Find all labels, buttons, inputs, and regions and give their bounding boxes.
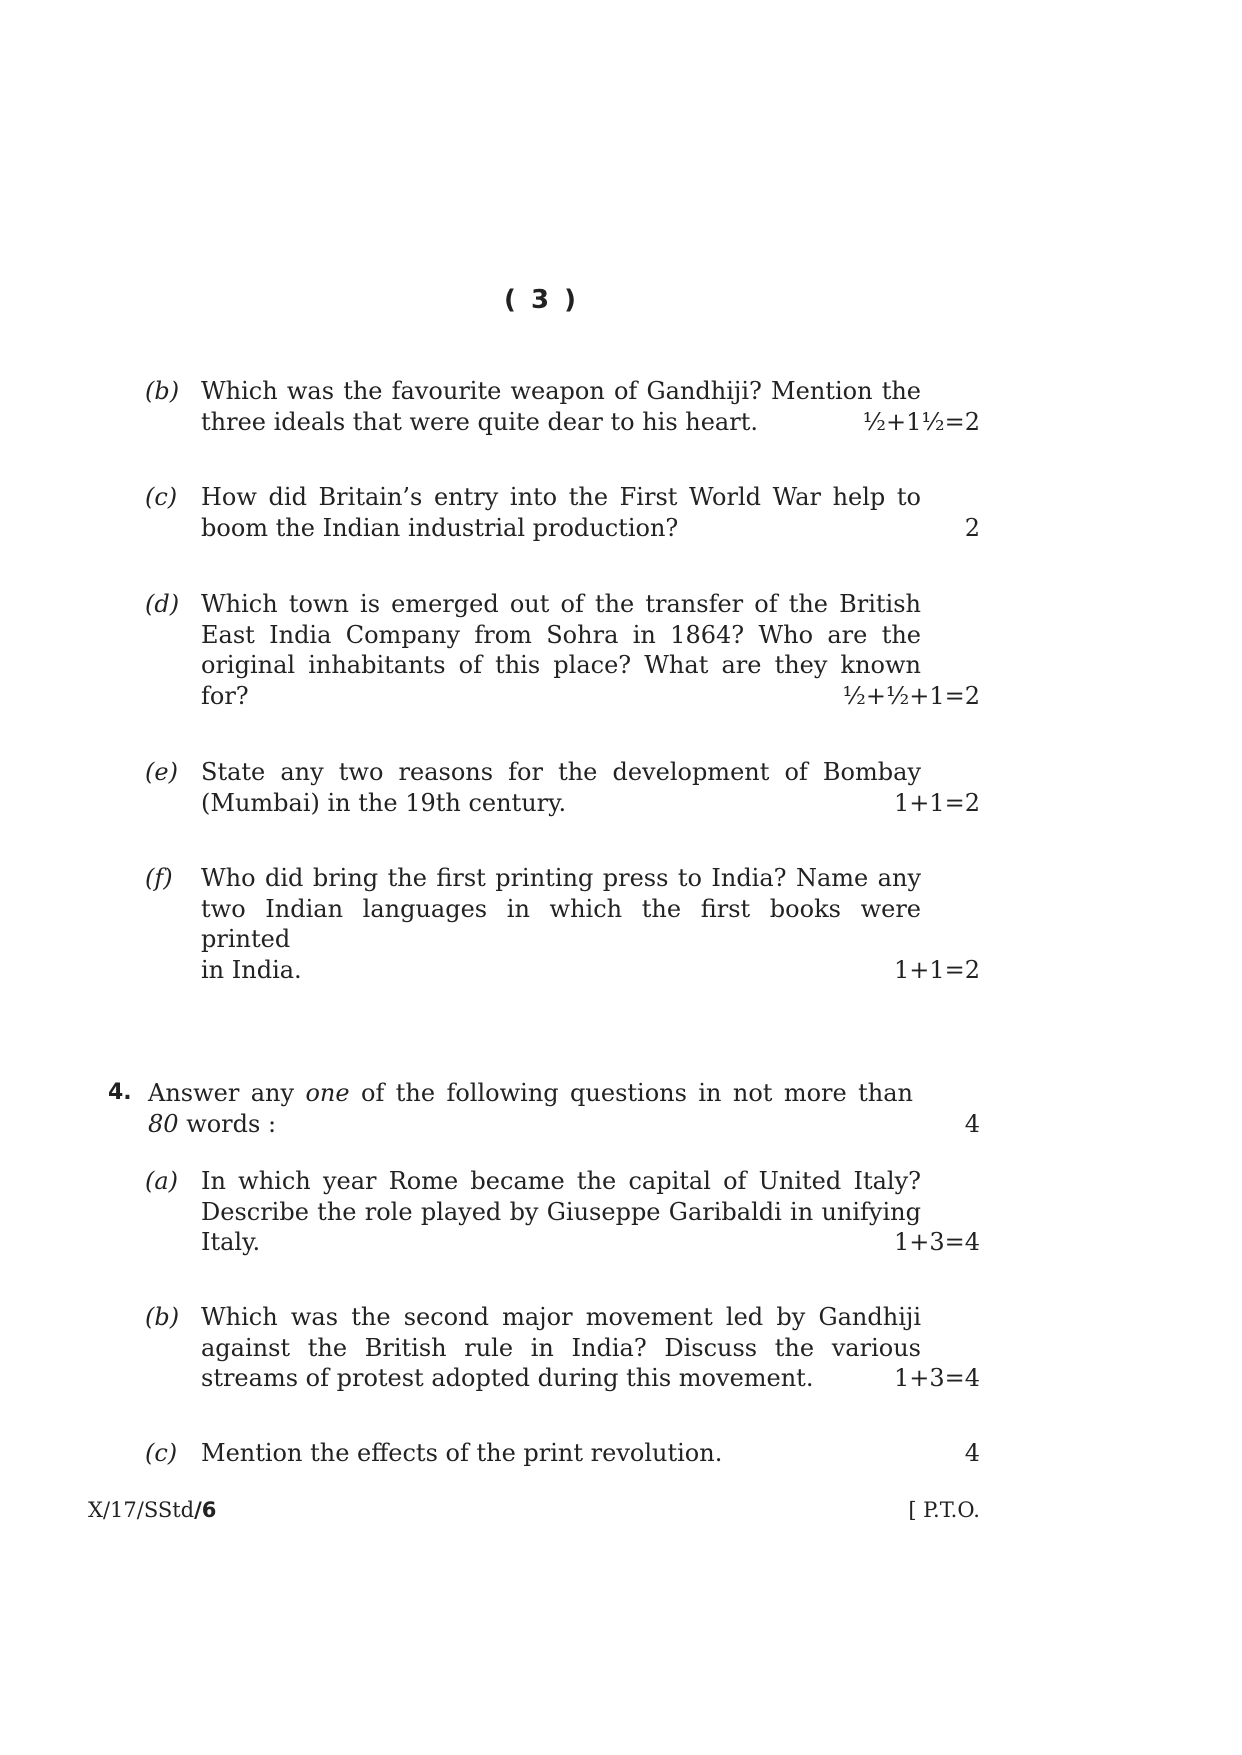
question-line: two Indian languages in which the first books were printed	[201, 894, 921, 953]
paper-code	[88, 1498, 216, 1522]
question-line: for?	[201, 681, 249, 710]
question-text	[201, 863, 921, 985]
question-number: 4.	[108, 1080, 132, 1105]
part-label: (c)	[145, 483, 178, 511]
question-text	[201, 376, 921, 437]
question-line	[148, 1109, 913, 1140]
part-label: (d)	[145, 590, 180, 618]
q4-text-b: of the following questions in not more than	[361, 1079, 914, 1107]
question-4c	[145, 1438, 980, 1469]
part-label: (a)	[145, 1167, 179, 1195]
question-text	[201, 589, 921, 711]
question-3d	[145, 589, 980, 711]
page-number: ( 3 )	[504, 285, 576, 315]
pto-label: [ P.T.O.	[908, 1498, 980, 1522]
question-line: Describe the role played by Giuseppe Garibaldi in unifying	[201, 1197, 921, 1226]
question-4	[108, 1078, 980, 1139]
part-label: (e)	[145, 758, 178, 786]
question-line: Italy.	[201, 1228, 261, 1256]
question-line: in India.	[201, 955, 302, 984]
question-3e	[145, 757, 980, 818]
question-line: State any two reasons for the development of Bombay	[201, 758, 921, 786]
question-4b	[145, 1302, 980, 1394]
marks: 1+3=4	[893, 1228, 980, 1256]
marks: 4	[964, 1109, 980, 1138]
question-line: Which was the favourite weapon of Gandhiji? Mention the	[201, 377, 921, 405]
question-3b	[145, 376, 980, 437]
question-line: Which town is emerged out of the transfer of the British	[201, 590, 921, 618]
part-label: (b)	[145, 1303, 180, 1331]
question-line: streams of protest adopted during this movement.	[201, 1364, 814, 1392]
marks: 2	[964, 513, 980, 542]
question-line: original inhabitants of this place? What are they known	[201, 651, 921, 679]
paper-code-suffix: /6	[194, 1498, 217, 1522]
question-text	[201, 757, 921, 818]
question-line: In which year Rome became the capital of United Italy?	[201, 1167, 921, 1195]
question-line: Which was the second major movement led by Gandhiji	[201, 1303, 921, 1331]
question-text	[148, 1078, 913, 1139]
question-line: How did Britain’s entry into the First World War help to	[201, 483, 921, 511]
question-line: East India Company from Sohra in 1864? Who are the	[201, 620, 921, 649]
question-text	[201, 1302, 921, 1394]
question-4a	[145, 1166, 980, 1258]
q4-word-count: 80	[148, 1109, 179, 1138]
question-text	[201, 1166, 921, 1258]
marks: 1+1=2	[893, 788, 980, 817]
q4-text-a: Answer any	[148, 1079, 295, 1107]
marks: ½+½+1=2	[842, 681, 980, 710]
question-text	[201, 1438, 921, 1469]
question-text	[201, 482, 921, 543]
marks: 1+1=2	[893, 955, 980, 984]
question-line: boom the Indian industrial production?	[201, 513, 679, 542]
part-label: (f)	[145, 864, 173, 892]
q4-emphasis: one	[305, 1079, 350, 1107]
q4-text-c: words :	[186, 1109, 277, 1138]
question-line	[148, 1078, 913, 1109]
marks: ½+1½=2	[862, 407, 980, 436]
question-line: three ideals that were quite dear to his heart.	[201, 407, 758, 436]
marks: 1+3=4	[893, 1364, 980, 1392]
paper-code-text: X/17/SStd	[88, 1498, 195, 1522]
part-label: (c)	[145, 1439, 178, 1467]
question-line: against the British rule in India? Discuss the various	[201, 1333, 921, 1362]
marks: 4	[964, 1439, 980, 1467]
question-line: Mention the effects of the print revolution.	[201, 1439, 723, 1467]
question-3f	[145, 863, 980, 985]
question-3c	[145, 482, 980, 543]
part-label: (b)	[145, 377, 180, 405]
question-line: (Mumbai) in the 19th century.	[201, 788, 567, 817]
question-line: Who did bring the first printing press to India? Name any	[201, 864, 921, 892]
